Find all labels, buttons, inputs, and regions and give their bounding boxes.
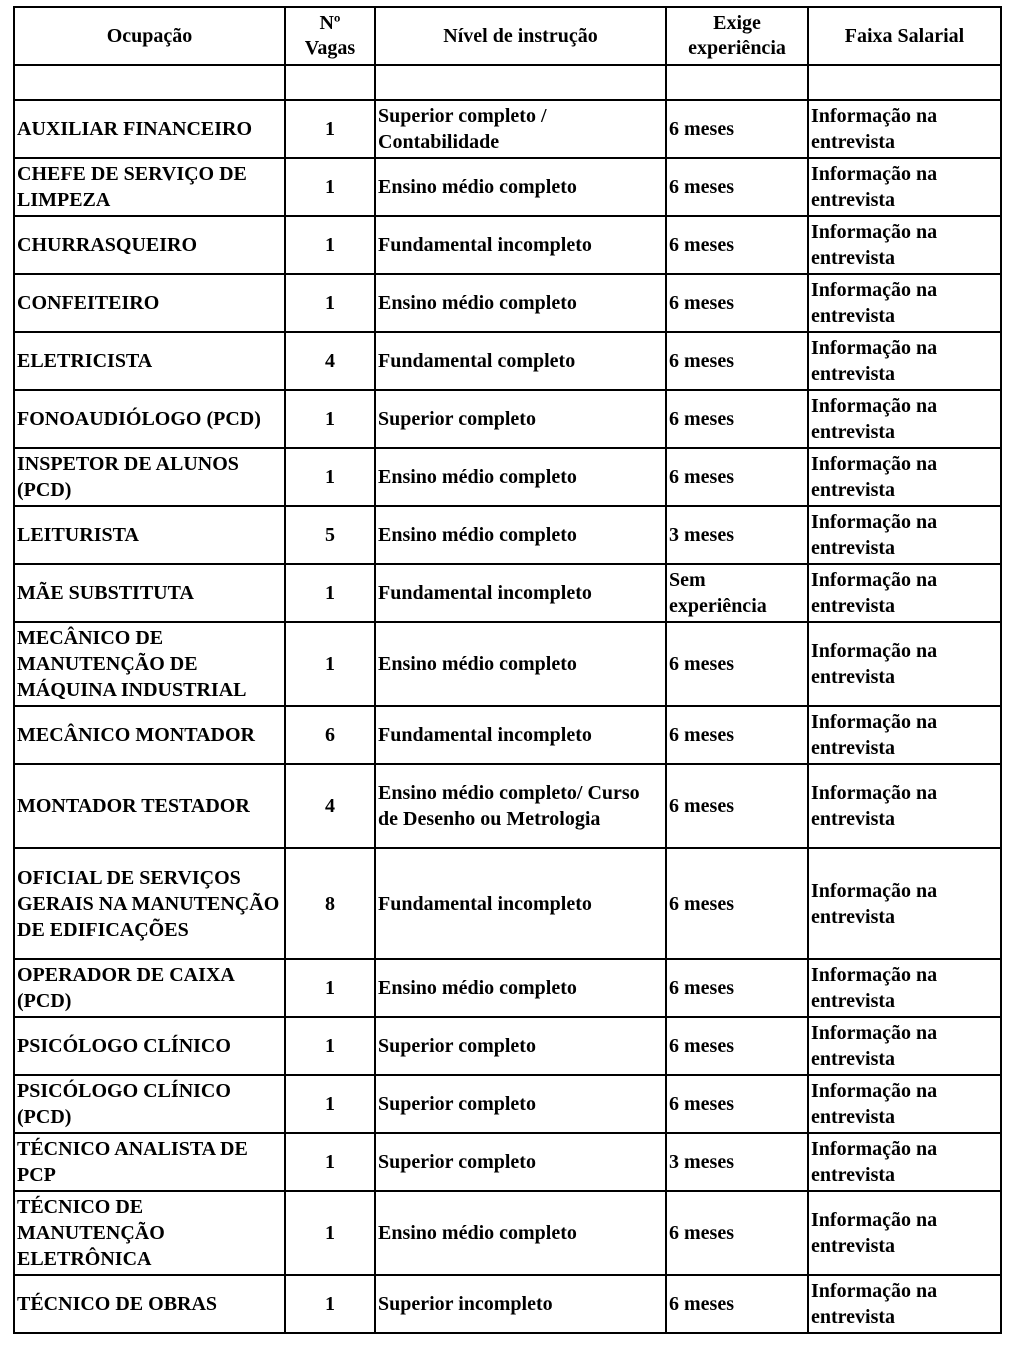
table-row <box>14 706 1001 764</box>
experience-cell: 6 meses <box>666 848 808 959</box>
vacancies-cell: 1 <box>285 216 375 274</box>
header-salary: Faixa Salarial <box>808 7 1001 65</box>
experience-cell: 6 meses <box>666 332 808 390</box>
vacancies-cell: 1 <box>285 1017 375 1075</box>
salary-cell: Informação na entrevista <box>808 332 1001 390</box>
education-cell: Ensino médio completo <box>375 274 666 332</box>
education-cell: Superior completo <box>375 390 666 448</box>
experience-cell: 6 meses <box>666 706 808 764</box>
education-cell: Superior incompleto <box>375 1275 666 1333</box>
table-row <box>14 1191 1001 1275</box>
occupation-cell: MONTADOR TESTADOR <box>14 764 285 848</box>
vacancies-cell: 1 <box>285 1191 375 1275</box>
spacer-cell <box>375 65 666 100</box>
experience-cell: Sem experiência <box>666 564 808 622</box>
header-row <box>14 7 1001 65</box>
header-experience-line2: experiência <box>688 37 786 59</box>
occupation-cell: CHURRASQUEIRO <box>14 216 285 274</box>
table-row <box>14 959 1001 1017</box>
education-cell: Fundamental incompleto <box>375 848 666 959</box>
table-row <box>14 622 1001 706</box>
experience-cell: 6 meses <box>666 100 808 158</box>
salary-cell: Informação na entrevista <box>808 1133 1001 1191</box>
education-cell: Ensino médio completo <box>375 506 666 564</box>
salary-cell: Informação na entrevista <box>808 274 1001 332</box>
table-row <box>14 274 1001 332</box>
occupation-cell: ELETRICISTA <box>14 332 285 390</box>
table-row <box>14 390 1001 448</box>
salary-cell: Informação na entrevista <box>808 390 1001 448</box>
education-cell: Ensino médio completo <box>375 158 666 216</box>
spacer-cell <box>808 65 1001 100</box>
occupation-cell: PSICÓLOGO CLÍNICO (PCD) <box>14 1075 285 1133</box>
salary-cell: Informação na entrevista <box>808 506 1001 564</box>
occupation-cell: AUXILIAR FINANCEIRO <box>14 100 285 158</box>
salary-cell: Informação na entrevista <box>808 706 1001 764</box>
experience-cell: 6 meses <box>666 1017 808 1075</box>
experience-cell: 6 meses <box>666 959 808 1017</box>
vacancies-cell: 1 <box>285 100 375 158</box>
header-vacancies-line2: Vagas <box>304 37 356 59</box>
vacancies-cell: 1 <box>285 1133 375 1191</box>
spacer-cell <box>14 65 285 100</box>
vacancies-cell: 1 <box>285 959 375 1017</box>
table-row <box>14 448 1001 506</box>
salary-cell: Informação na entrevista <box>808 1017 1001 1075</box>
salary-cell: Informação na entrevista <box>808 1191 1001 1275</box>
education-cell: Superior completo <box>375 1017 666 1075</box>
table-row <box>14 216 1001 274</box>
vacancies-cell: 6 <box>285 706 375 764</box>
experience-cell: 6 meses <box>666 158 808 216</box>
vacancies-cell: 1 <box>285 1075 375 1133</box>
occupation-cell: CONFEITEIRO <box>14 274 285 332</box>
job-vacancies-table <box>13 6 1002 1334</box>
salary-cell: Informação na entrevista <box>808 158 1001 216</box>
table-row <box>14 1275 1001 1333</box>
salary-cell: Informação na entrevista <box>808 764 1001 848</box>
table-row <box>14 332 1001 390</box>
education-cell: Superior completo <box>375 1133 666 1191</box>
experience-cell: 6 meses <box>666 390 808 448</box>
header-education: Nível de instrução <box>375 7 666 65</box>
experience-cell: 3 meses <box>666 1133 808 1191</box>
education-cell: Superior completo / Contabilidade <box>375 100 666 158</box>
table-row <box>14 506 1001 564</box>
occupation-cell: OPERADOR DE CAIXA (PCD) <box>14 959 285 1017</box>
education-cell: Ensino médio completo <box>375 622 666 706</box>
salary-cell: Informação na entrevista <box>808 448 1001 506</box>
experience-cell: 6 meses <box>666 274 808 332</box>
vacancies-cell: 1 <box>285 274 375 332</box>
header-occupation: Ocupação <box>14 7 285 65</box>
occupation-cell: CHEFE DE SERVIÇO DE LIMPEZA <box>14 158 285 216</box>
experience-cell: 6 meses <box>666 764 808 848</box>
education-cell: Fundamental completo <box>375 332 666 390</box>
table-row <box>14 1075 1001 1133</box>
table-row <box>14 158 1001 216</box>
vacancies-cell: 1 <box>285 448 375 506</box>
vacancies-cell: 1 <box>285 1275 375 1333</box>
table-body <box>14 65 1001 1333</box>
header-vacancies-line1: Nº <box>319 12 341 34</box>
table-row <box>14 1017 1001 1075</box>
spacer-row <box>14 65 1001 100</box>
education-cell: Fundamental incompleto <box>375 706 666 764</box>
education-cell: Ensino médio completo <box>375 1191 666 1275</box>
salary-cell: Informação na entrevista <box>808 1075 1001 1133</box>
table-row <box>14 564 1001 622</box>
salary-cell: Informação na entrevista <box>808 1275 1001 1333</box>
table-row <box>14 1133 1001 1191</box>
occupation-cell: INSPETOR DE ALUNOS (PCD) <box>14 448 285 506</box>
education-cell: Fundamental incompleto <box>375 216 666 274</box>
table-row <box>14 100 1001 158</box>
occupation-cell: FONOAUDIÓLOGO (PCD) <box>14 390 285 448</box>
occupation-cell: MECÂNICO DE MANUTENÇÃO DE MÁQUINA INDUSTRIAL <box>14 622 285 706</box>
vacancies-cell: 5 <box>285 506 375 564</box>
occupation-cell: MECÂNICO MONTADOR <box>14 706 285 764</box>
education-cell: Ensino médio completo/ Curso de Desenho ou Metrologia <box>375 764 666 848</box>
salary-cell: Informação na entrevista <box>808 216 1001 274</box>
experience-cell: 6 meses <box>666 216 808 274</box>
header-experience <box>666 7 808 65</box>
vacancies-cell: 1 <box>285 622 375 706</box>
spacer-cell <box>666 65 808 100</box>
vacancies-cell: 1 <box>285 158 375 216</box>
education-cell: Superior completo <box>375 1075 666 1133</box>
vacancies-cell: 4 <box>285 332 375 390</box>
vacancies-cell: 1 <box>285 564 375 622</box>
occupation-cell: OFICIAL DE SERVIÇOS GERAIS NA MANUTENÇÃO DE EDIFICAÇÕES <box>14 848 285 959</box>
header-experience-line1: Exige <box>713 12 761 34</box>
experience-cell: 6 meses <box>666 622 808 706</box>
occupation-cell: PSICÓLOGO CLÍNICO <box>14 1017 285 1075</box>
education-cell: Fundamental incompleto <box>375 564 666 622</box>
experience-cell: 6 meses <box>666 1191 808 1275</box>
salary-cell: Informação na entrevista <box>808 959 1001 1017</box>
salary-cell: Informação na entrevista <box>808 100 1001 158</box>
table-row <box>14 764 1001 848</box>
occupation-cell: TÉCNICO ANALISTA DE PCP <box>14 1133 285 1191</box>
education-cell: Ensino médio completo <box>375 959 666 1017</box>
occupation-cell: LEITURISTA <box>14 506 285 564</box>
vacancies-cell: 1 <box>285 390 375 448</box>
table-row <box>14 848 1001 959</box>
experience-cell: 6 meses <box>666 1275 808 1333</box>
salary-cell: Informação na entrevista <box>808 564 1001 622</box>
occupation-cell: MÃE SUBSTITUTA <box>14 564 285 622</box>
spacer-cell <box>285 65 375 100</box>
experience-cell: 6 meses <box>666 448 808 506</box>
salary-cell: Informação na entrevista <box>808 848 1001 959</box>
vacancies-cell: 8 <box>285 848 375 959</box>
header-vacancies <box>285 7 375 65</box>
experience-cell: 6 meses <box>666 1075 808 1133</box>
education-cell: Ensino médio completo <box>375 448 666 506</box>
salary-cell: Informação na entrevista <box>808 622 1001 706</box>
vacancies-cell: 4 <box>285 764 375 848</box>
occupation-cell: TÉCNICO DE MANUTENÇÃO ELETRÔNICA <box>14 1191 285 1275</box>
occupation-cell: TÉCNICO DE OBRAS <box>14 1275 285 1333</box>
experience-cell: 3 meses <box>666 506 808 564</box>
